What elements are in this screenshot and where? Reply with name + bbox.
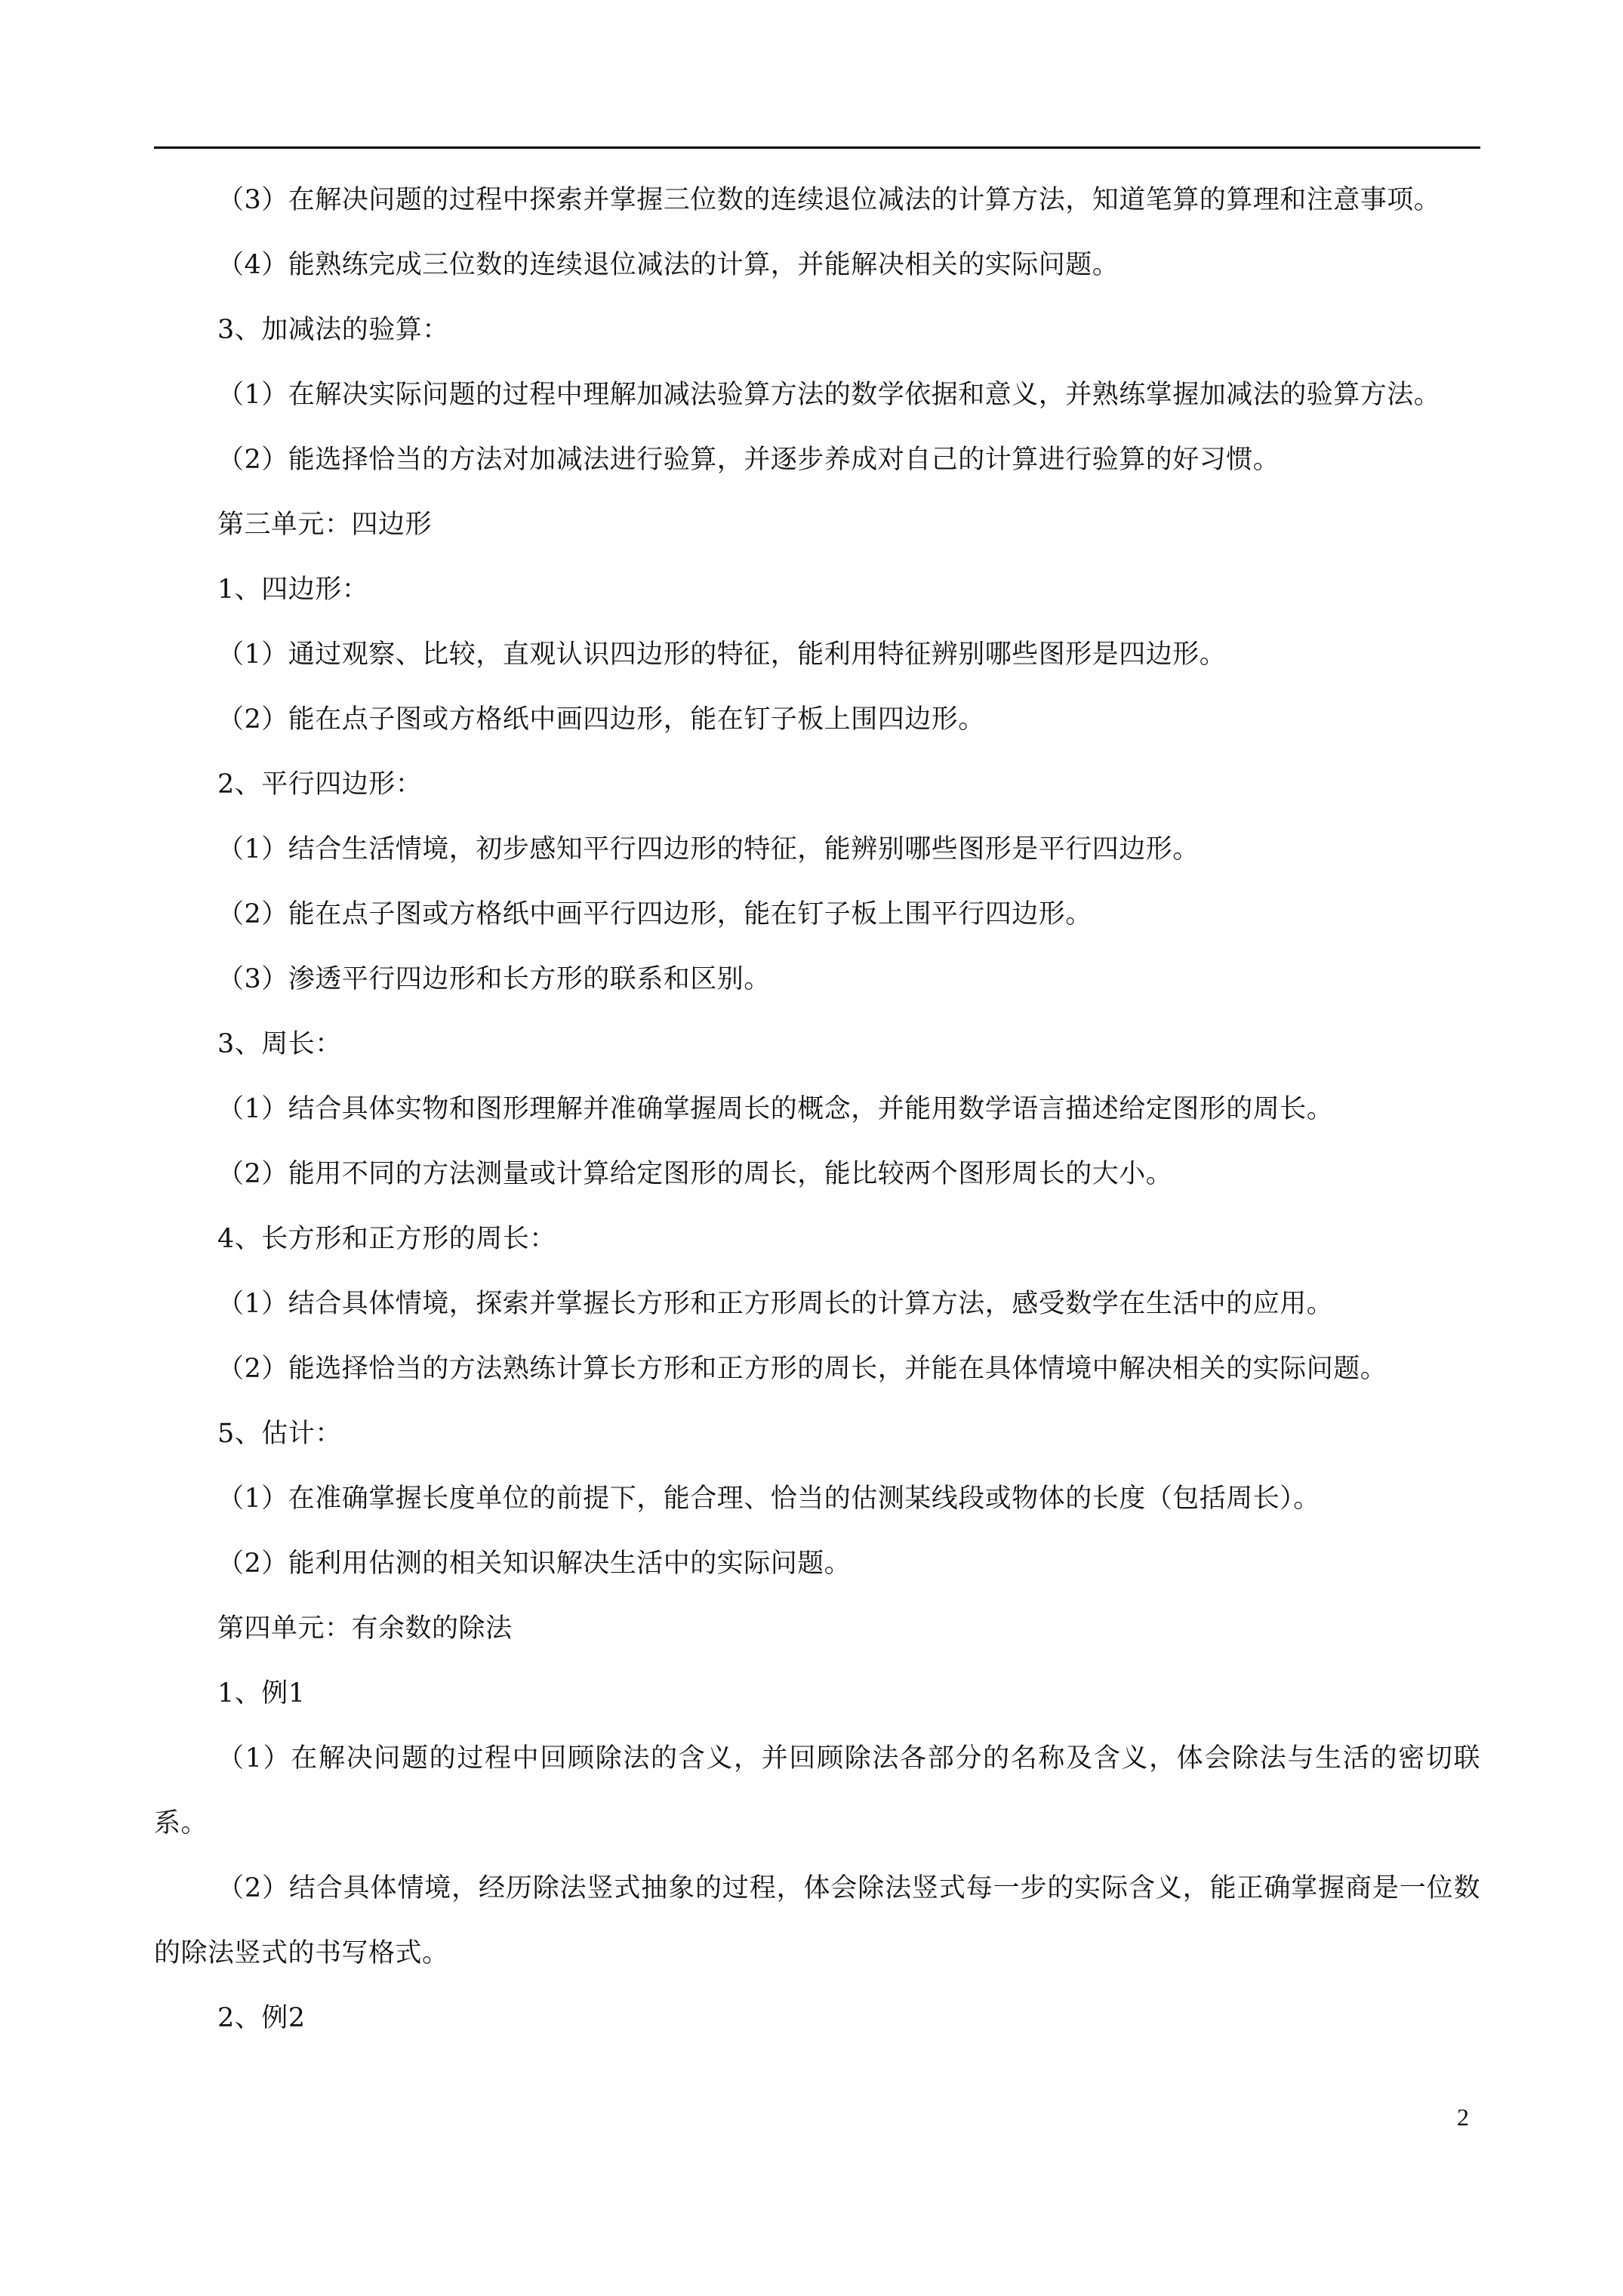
section-heading: 1、例1 — [217, 1678, 306, 1709]
paragraph: （1）在解决问题的过程中回顾除法的含义，并回顾除法各部分的名称及含义，体会除法与生活的密切联系。 — [154, 1743, 1480, 1838]
paragraph: （2）能用不同的方法测量或计算给定图形的周长，能比较两个图形周长的大小。 — [217, 1159, 1173, 1189]
paragraph: （1）结合具体情境，探索并掌握长方形和正方形周长的计算方法，感受数学在生活中的应用。 — [217, 1289, 1334, 1319]
paragraph: （2）能选择恰当的方法熟练计算长方形和正方形的周长，并能在具体情境中解决相关的实际问题。 — [217, 1354, 1387, 1384]
section-heading: 2、例2 — [217, 2003, 306, 2033]
paragraph: （2）能在点子图或方格纸中画平行四边形，能在钉子板上围平行四边形。 — [217, 899, 1092, 929]
paragraph: （1）通过观察、比较，直观认识四边形的特征，能利用特征辨别哪些图形是四边形。 — [217, 639, 1227, 670]
paragraph: （1）在准确掌握长度单位的前提下，能合理、恰当的估测某线段或物体的长度（包括周长）。 — [217, 1484, 1320, 1514]
paragraph: （1）结合具体实物和图形理解并准确掌握周长的概念，并能用数学语言描述给定图形的周长。 — [217, 1094, 1334, 1124]
section-heading: 4、长方形和正方形的周长： — [217, 1224, 556, 1254]
paragraph: （3）渗透平行四边形和长方形的联系和区别。 — [217, 964, 771, 994]
section-heading: 3、加减法的验算： — [217, 315, 449, 345]
paragraph: （2）能在点子图或方格纸中画四边形，能在钉子板上围四边形。 — [217, 704, 985, 735]
section-heading: 3、周长： — [217, 1029, 342, 1059]
page-number: 2 — [1457, 2103, 1469, 2131]
document-body — [154, 168, 1480, 2051]
paragraph: （2）结合具体情境，经历除法竖式抽象的过程，体会除法竖式每一步的实际含义，能正确掌握商是一位数的除法竖式的书写格式。 — [154, 1873, 1480, 1968]
section-heading: 2、平行四边形： — [217, 769, 423, 800]
paragraph: （1）在解决实际问题的过程中理解加减法验算方法的数学依据和意义，并熟练掌握加减法的验算方法。 — [217, 380, 1441, 410]
paragraph: （1）结合生活情境，初步感知平行四边形的特征，能辨别哪些图形是平行四边形。 — [217, 834, 1200, 864]
paragraph: （2）能选择恰当的方法对加减法进行验算，并逐步养成对自己的计算进行验算的好习惯。 — [217, 445, 1280, 475]
section-heading: 5、估计： — [217, 1419, 342, 1449]
unit-heading: 第三单元：四边形 — [217, 510, 433, 540]
section-heading: 1、四边形： — [217, 575, 369, 605]
unit-heading: 第四单元：有余数的除法 — [217, 1613, 513, 1644]
paragraph: （4）能熟练完成三位数的连续退位减法的计算，并能解决相关的实际问题。 — [217, 250, 1119, 280]
paragraph: （2）能利用估测的相关知识解决生活中的实际问题。 — [217, 1549, 852, 1579]
header-rule — [154, 146, 1480, 149]
paragraph: （3）在解决问题的过程中探索并掌握三位数的连续退位减法的计算方法，知道笔算的算理和注意事项。 — [217, 185, 1441, 215]
